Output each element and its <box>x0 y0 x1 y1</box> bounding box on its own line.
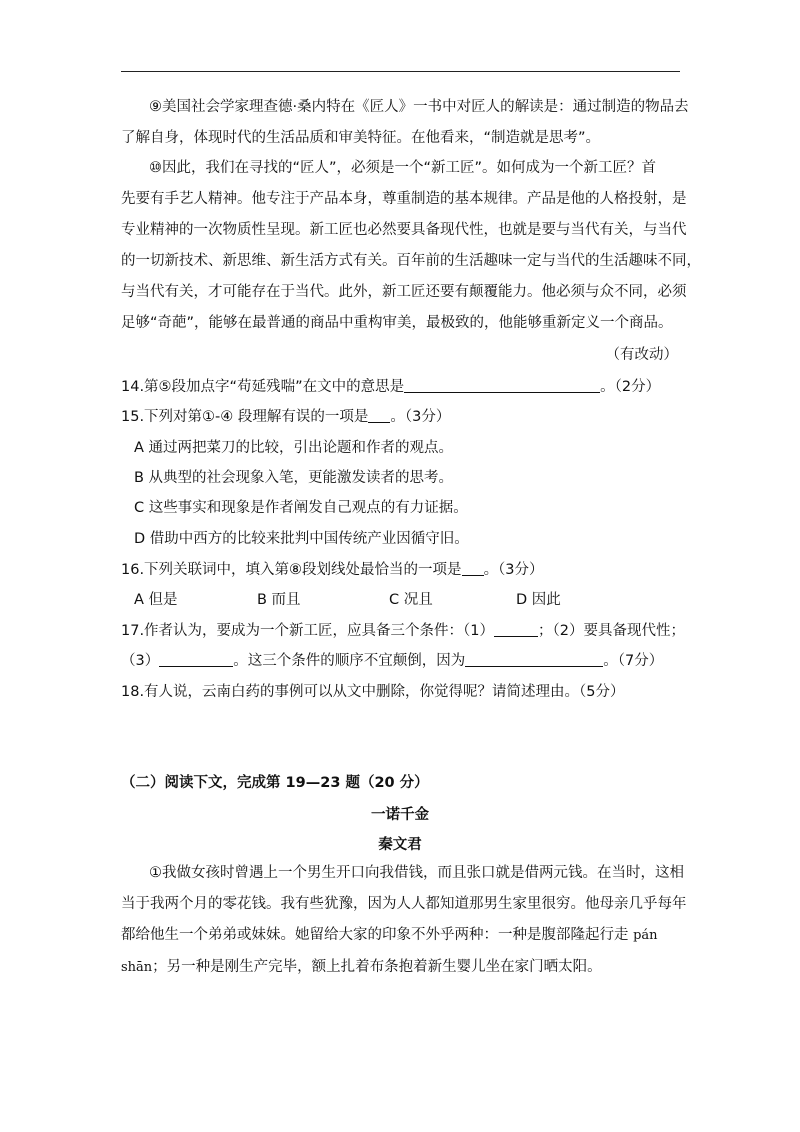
q15-option-a: A 通过两把菜刀的比较，引出论题和作者的观点。 <box>134 440 454 456</box>
q16-answer-blank[interactable] <box>462 560 484 576</box>
question-15 <box>121 407 450 427</box>
para10-line: 专业精神的一次物质性呈现。新工匠也必然要具备现代性，也就是要与当代有关，与当代 <box>121 222 687 238</box>
question-18: 18.有人说，云南白药的事例可以从文中删除，你觉得呢？请简述理由。（5分） <box>121 684 625 700</box>
story-para1-line3-text: 都给他生一个弟弟或妹妹。她留给大家的印象不外乎两种：一种是腹部隆起行走 <box>121 927 634 943</box>
q16-option-a: A 但是 <box>134 592 178 608</box>
q15-option-b: B 从典型的社会现象入笔，更能激发读者的思考。 <box>134 470 454 486</box>
para9-line1: ⑨美国社会学家理查德·桑内特在《匠人》一书中对匠人的解读是：通过制造的物品去 <box>149 99 689 115</box>
story-para1-line2: 当于我两个月的零花钱。我有些犹豫，因为人人都知道那男生家里很穷。他母亲几乎每年 <box>121 896 687 912</box>
para10-line: 的一切新技术、新思维、新生活方式有关。百年前的生活趣味一定与当代的生活趣味不同， <box>121 253 701 269</box>
question-14 <box>121 377 660 397</box>
q17-line1-suffix: ；（2）要具备现代性； <box>538 623 686 639</box>
q15-answer-blank[interactable] <box>368 407 390 423</box>
q15-option-c: C 这些事实和现象是作者阐发自己观点的有力证据。 <box>134 500 468 516</box>
story-para1-line4 <box>121 957 602 978</box>
para10-line: 先要有手艺人精神。他专注于产品本身，尊重制造的基本规律。产品是他的人格投射，是 <box>121 191 687 207</box>
q15-prefix: 15.下列对第①-④ 段理解有误的一项是 <box>121 409 369 425</box>
q17-blank-reason[interactable] <box>465 651 603 667</box>
q16-option-b: B 而且 <box>257 592 301 608</box>
para9-line2: 了解自身，体现时代的生活品质和审美特征。在他看来，“制造就是思考”。 <box>121 130 601 146</box>
q14-answer-blank[interactable] <box>404 377 600 393</box>
q17-line1-prefix: 17.作者认为，要成为一个新工匠，应具备三个条件：（1） <box>121 623 495 639</box>
story-para1-line3 <box>121 925 658 946</box>
revision-note: （有改动） <box>605 347 678 363</box>
q17-blank-3[interactable] <box>159 651 233 667</box>
q14-suffix: 。（2分） <box>600 379 661 395</box>
question-16 <box>121 560 544 580</box>
pinyin-shan: shān <box>121 960 153 975</box>
q15-option-d: D 借助中西方的比较来批判中国传统产业因循守旧。 <box>134 531 469 547</box>
story-para1-line4-text: ；另一种是刚生产完毕，额上扎着布条抱着新生婴儿坐在家门晒太阳。 <box>152 959 602 975</box>
section-2-heading: （二）阅读下文，完成第 19—23 题（20 分） <box>121 775 429 791</box>
para10-line: ⑩因此，我们在寻找的“匠人”，必须是一个“新工匠”。如何成为一个新工匠？首 <box>149 160 657 176</box>
q17-line2-prefix: （3） <box>121 653 160 669</box>
q14-prefix: 14.第⑤段加点字“苟延残喘”在文中的意思是 <box>121 379 405 395</box>
q16-option-c: C 况且 <box>389 592 433 608</box>
q16-prefix: 16.下列关联词中，填入第⑧段划线处最恰当的一项是 <box>121 562 462 578</box>
q16-option-d: D 因此 <box>516 592 561 608</box>
q17-line2-suffix: 。（7分） <box>603 653 664 669</box>
q17-blank-1[interactable] <box>494 621 538 637</box>
q15-suffix: 。（3分） <box>390 409 451 425</box>
question-17-line2 <box>121 651 663 671</box>
header-rule <box>121 71 680 72</box>
story-para1-line1: ①我做女孩时曾遇上一个男生开口向我借钱，而且张口就是借两元钱。在当时，这相 <box>149 865 684 881</box>
q17-line2-mid: 。这三个条件的顺序不宜颠倒，因为 <box>233 653 466 669</box>
para10-line: 与当代有关，才可能存在于当代。此外，新工匠还要有颠覆能力。他必须与众不同，必须 <box>121 284 687 300</box>
story-title: 一诺千金 <box>371 807 429 823</box>
pinyin-pan: pán <box>633 928 658 943</box>
question-17-line1 <box>121 621 685 641</box>
para10-line: 足够“奇葩”，能够在最普通的商品中重构审美，最极致的，他能够重新定义一个商品。 <box>121 315 673 331</box>
q16-suffix: 。（3分） <box>483 562 544 578</box>
story-author: 秦文君 <box>378 837 422 853</box>
